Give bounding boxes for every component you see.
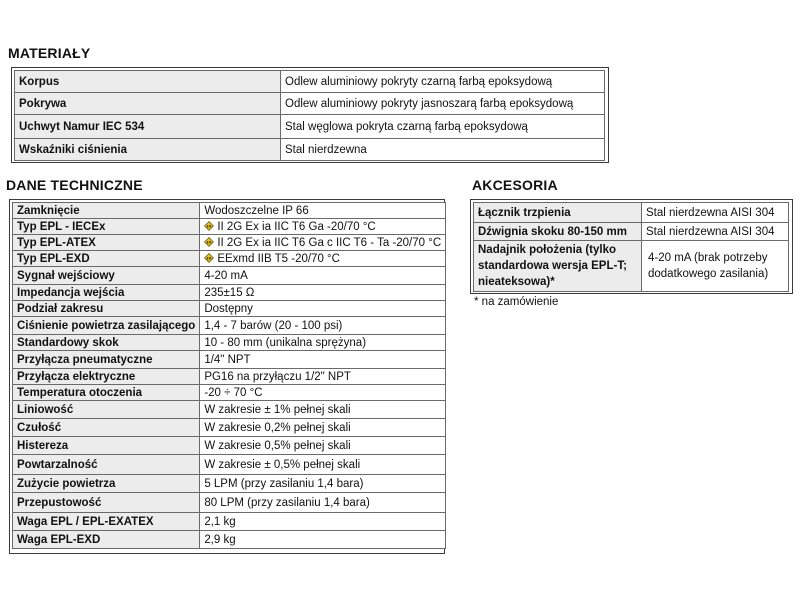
value-text: EExmd IIB T5 -20/70 °C bbox=[217, 252, 340, 265]
atex-ex-icon bbox=[204, 253, 214, 263]
table-value: Stal węglowa pokryta czarną farbą epoksydową bbox=[281, 115, 605, 139]
table-key: Przyłącza pneumatyczne bbox=[13, 351, 200, 369]
order-note: * na zamówienie bbox=[474, 296, 559, 308]
table-value: 2,1 kg bbox=[200, 513, 446, 531]
table-value: Odlew aluminiowy pokryty jasnoszarą farbą epoksydową bbox=[281, 93, 605, 115]
table-key: Uchwyt Namur IEC 534 bbox=[15, 115, 281, 139]
table-key: Zużycie powietrza bbox=[13, 475, 200, 493]
table-row bbox=[13, 437, 446, 455]
atex-ex-icon bbox=[204, 221, 214, 231]
table-row bbox=[13, 335, 446, 351]
table-value: 1/4" NPT bbox=[200, 351, 446, 369]
table-value: 1,4 - 7 barów (20 - 100 psi) bbox=[200, 317, 446, 335]
table-key: Typ EPL - IECEx bbox=[13, 219, 200, 235]
table-row bbox=[13, 219, 446, 235]
table-row bbox=[13, 493, 446, 513]
table-row bbox=[13, 301, 446, 317]
table-value: W zakresie 0,5% pełnej skali bbox=[200, 437, 446, 455]
table-row bbox=[15, 115, 605, 139]
table-key: Waga EPL / EPL-EXATEX bbox=[13, 513, 200, 531]
table-value: W zakresie ± 1% pełnej skali bbox=[200, 401, 446, 419]
table-row bbox=[13, 475, 446, 493]
table-key: Powtarzalność bbox=[13, 455, 200, 475]
table-value: -20 ÷ 70 °C bbox=[200, 385, 446, 401]
table-row bbox=[13, 267, 446, 285]
accessories-table bbox=[473, 202, 789, 292]
table-value: Dostępny bbox=[200, 301, 446, 317]
table-key: Sygnał wejściowy bbox=[13, 267, 200, 285]
svg-text:εx: εx bbox=[206, 239, 212, 245]
table-value: Stal nierdzewna AISI 304 bbox=[642, 223, 789, 241]
table-value: Wodoszczelne IP 66 bbox=[200, 203, 446, 219]
technical-table bbox=[12, 202, 446, 549]
svg-text:εx: εx bbox=[206, 223, 212, 229]
table-row bbox=[13, 351, 446, 369]
table-row bbox=[13, 251, 446, 267]
accessories-title: AKCESORIA bbox=[472, 177, 558, 193]
table-row bbox=[474, 223, 789, 241]
table-row bbox=[15, 93, 605, 115]
table-row bbox=[15, 71, 605, 93]
table-key: Nadajnik położenia (tylko standardowa wersja EPL-T; nieateksowa)* bbox=[474, 241, 642, 292]
table-row bbox=[13, 369, 446, 385]
table-value: 2,9 kg bbox=[200, 531, 446, 549]
table-key: Waga EPL-EXD bbox=[13, 531, 200, 549]
table-key: Standardowy skok bbox=[13, 335, 200, 351]
table-row bbox=[13, 385, 446, 401]
value-text: II 2G Ex ia IIC T6 Ga -20/70 °C bbox=[217, 220, 376, 233]
table-key: Pokrywa bbox=[15, 93, 281, 115]
table-value bbox=[200, 251, 446, 267]
table-value: W zakresie 0,2% pełnej skali bbox=[200, 419, 446, 437]
table-value: W zakresie ± 0,5% pełnej skali bbox=[200, 455, 446, 475]
table-row bbox=[13, 285, 446, 301]
table-value: Stal nierdzewna AISI 304 bbox=[642, 203, 789, 223]
materials-title: MATERIAŁY bbox=[8, 45, 91, 61]
table-key: Temperatura otoczenia bbox=[13, 385, 200, 401]
atex-ex-icon bbox=[204, 237, 214, 247]
table-key: Korpus bbox=[15, 71, 281, 93]
table-value: 4-20 mA bbox=[200, 267, 446, 285]
table-key: Przepustowość bbox=[13, 493, 200, 513]
svg-text:εx: εx bbox=[206, 255, 212, 261]
table-value bbox=[200, 235, 446, 251]
materials-table bbox=[14, 70, 605, 161]
table-row bbox=[13, 235, 446, 251]
table-value: 80 LPM (przy zasilaniu 1,4 bara) bbox=[200, 493, 446, 513]
table-key: Ciśnienie powietrza zasilającego bbox=[13, 317, 200, 335]
value-text: II 2G Ex ia IIC T6 Ga c IIC T6 - Ta -20/70 °C bbox=[217, 236, 442, 249]
table-key: Impedancja wejścia bbox=[13, 285, 200, 301]
table-key: Czułość bbox=[13, 419, 200, 437]
table-row bbox=[15, 139, 605, 161]
table-key: Typ EPL-EXD bbox=[13, 251, 200, 267]
table-row bbox=[13, 203, 446, 219]
table-row bbox=[13, 531, 446, 549]
table-value: Stal nierdzewna bbox=[281, 139, 605, 161]
table-key: Wskaźniki ciśnienia bbox=[15, 139, 281, 161]
table-row bbox=[13, 317, 446, 335]
table-row bbox=[13, 455, 446, 475]
table-value: 5 LPM (przy zasilaniu 1,4 bara) bbox=[200, 475, 446, 493]
table-key: Liniowość bbox=[13, 401, 200, 419]
table-row bbox=[13, 401, 446, 419]
table-key: Dźwignia skoku 80-150 mm bbox=[474, 223, 642, 241]
table-key: Podział zakresu bbox=[13, 301, 200, 317]
table-key: Przyłącza elektryczne bbox=[13, 369, 200, 385]
table-value bbox=[200, 219, 446, 235]
table-value: 235±15 Ω bbox=[200, 285, 446, 301]
technical-title: DANE TECHNICZNE bbox=[6, 177, 143, 193]
table-row bbox=[13, 419, 446, 437]
table-value: Odlew aluminiowy pokryty czarną farbą epoksydową bbox=[281, 71, 605, 93]
table-row bbox=[474, 241, 789, 292]
table-value: PG16 na przyłączu 1/2" NPT bbox=[200, 369, 446, 385]
table-row bbox=[474, 203, 789, 223]
table-key: Łącznik trzpienia bbox=[474, 203, 642, 223]
table-key: Histereza bbox=[13, 437, 200, 455]
table-key: Typ EPL-ATEX bbox=[13, 235, 200, 251]
table-row bbox=[13, 513, 446, 531]
table-key: Zamknięcie bbox=[13, 203, 200, 219]
table-value: 10 - 80 mm (unikalna sprężyna) bbox=[200, 335, 446, 351]
table-value: 4-20 mA (brak potrzeby dodatkowego zasilania) bbox=[642, 241, 789, 292]
